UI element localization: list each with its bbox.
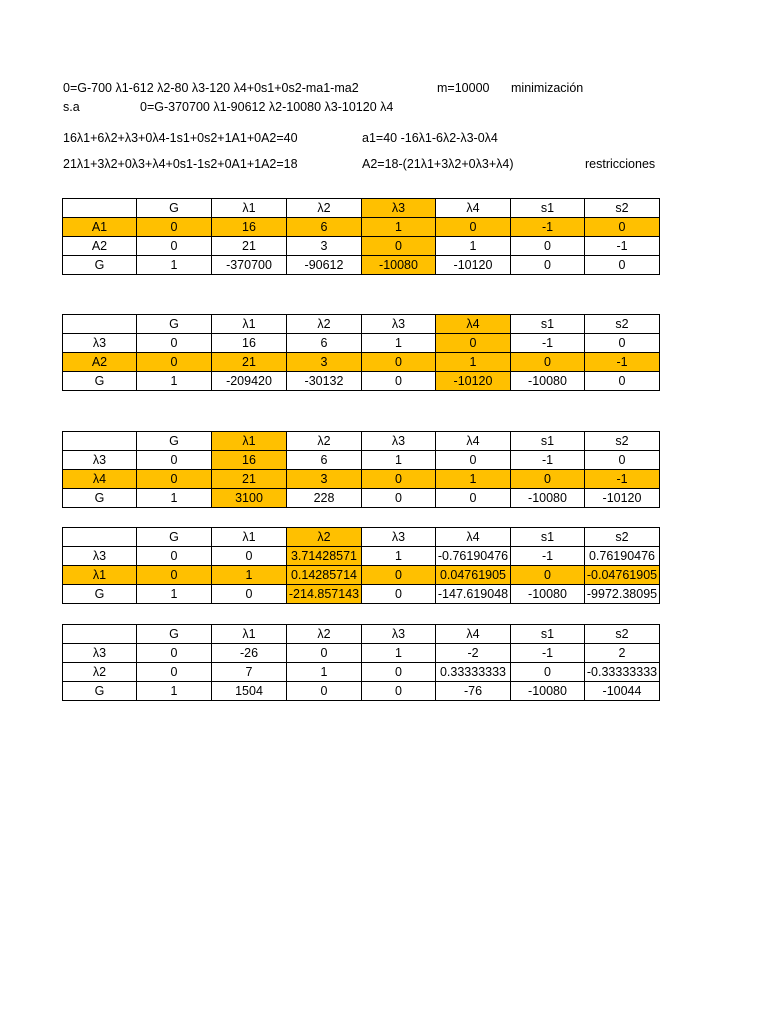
column-header: λ1 [212,432,287,451]
table-cell: 1 [137,372,212,391]
column-header: s1 [511,315,585,334]
table-cell: 21 [212,237,287,256]
table-cell: -1 [511,451,585,470]
column-header: λ3 [362,199,436,218]
table-cell: 1 [436,353,511,372]
table-cell: -30132 [287,372,362,391]
table-cell: 0 [212,547,287,566]
table-cell: -1 [511,218,585,237]
sa-equation: 0=G-370700 λ1-90612 λ2-10080 λ3-10120 λ4 [140,100,394,114]
table-cell: -10080 [362,256,436,275]
column-header: s2 [585,432,660,451]
column-header: s1 [511,199,585,218]
table-cell: 0 [585,451,660,470]
column-header: λ2 [287,432,362,451]
header-row [63,432,660,451]
table-cell: 0 [287,682,362,701]
table-cell: -209420 [212,372,287,391]
table-cell: 0 [137,353,212,372]
table-cell: -10120 [585,489,660,508]
table-cell: -214.857143 [287,585,362,604]
table-cell: 0.04761905 [436,566,511,585]
table-cell: 0 [362,682,436,701]
table-row [63,489,660,508]
column-header: s1 [511,528,585,547]
table-cell: 16 [212,451,287,470]
table-row [63,547,660,566]
table-row [63,256,660,275]
table-cell: -10044 [585,682,660,701]
column-header: s1 [511,432,585,451]
table-cell: -26 [212,644,287,663]
constraint-2: 21λ1+3λ2+0λ3+λ4+0s1-1s2+0A1+1A2=18 [63,157,298,171]
table-cell: -1 [511,334,585,353]
table-cell: -0.76190476 [436,547,511,566]
column-header: λ4 [436,315,511,334]
table-cell: 2 [585,644,660,663]
table-cell: -10080 [511,585,585,604]
table-cell: 0 [585,256,660,275]
table-cell: 1 [362,644,436,663]
column-header [63,528,137,547]
table-cell: 1 [287,663,362,682]
table-cell: 0 [137,547,212,566]
table-cell: 0 [362,353,436,372]
simplex-tableau-1 [62,198,660,275]
table-cell: 6 [287,334,362,353]
table-cell: 1 [362,547,436,566]
table-row [63,451,660,470]
table-cell: -1 [585,237,660,256]
row-label: A2 [63,353,137,372]
simplex-tableau-5 [62,624,660,701]
column-header: λ1 [212,625,287,644]
column-header: λ4 [436,199,511,218]
column-header: λ2 [287,528,362,547]
table-cell: 3100 [212,489,287,508]
column-header [63,625,137,644]
table-cell: 0.14285714 [287,566,362,585]
table-cell: -1 [585,353,660,372]
row-label: A1 [63,218,137,237]
column-header: G [137,625,212,644]
simplex-tableau-3 [62,431,660,508]
row-label: λ4 [63,470,137,489]
column-header: s2 [585,315,660,334]
table-cell: -10080 [511,682,585,701]
table-cell: 0 [436,489,511,508]
row-label: λ3 [63,451,137,470]
table-cell: 0 [436,334,511,353]
table-cell: -10120 [436,256,511,275]
objective-function: 0=G-700 λ1-612 λ2-80 λ3-120 λ4+0s1+0s2-ma1-ma2 [63,81,359,95]
header-row [63,199,660,218]
a1-equation: a1=40 -16λ1-6λ2-λ3-0λ4 [362,131,498,145]
table-cell: 0 [362,372,436,391]
column-header: s2 [585,625,660,644]
m-value: m=10000 [437,81,490,95]
table-cell: 0 [585,334,660,353]
column-header: G [137,315,212,334]
column-header [63,315,137,334]
table-cell: -0.04761905 [585,566,660,585]
table-cell: 0 [436,218,511,237]
column-header: λ3 [362,625,436,644]
column-header: s2 [585,528,660,547]
table-cell: 0 [362,489,436,508]
column-header: λ4 [436,528,511,547]
header-row [63,625,660,644]
table-cell: 0 [362,237,436,256]
table-cell: 0.76190476 [585,547,660,566]
table-cell: -0.33333333 [585,663,660,682]
table-row [63,470,660,489]
table-cell: 0 [362,585,436,604]
table-cell: 1 [436,470,511,489]
table-cell: 0 [511,663,585,682]
table-cell: 228 [287,489,362,508]
column-header: G [137,432,212,451]
table-cell: -10080 [511,372,585,391]
table-cell: 1 [137,256,212,275]
table-cell: 0 [511,470,585,489]
table-cell: -2 [436,644,511,663]
column-header: λ1 [212,528,287,547]
table-row [63,353,660,372]
table-cell: -10080 [511,489,585,508]
simplex-tableau-4 [62,527,660,604]
row-label: G [63,372,137,391]
table-cell: 0 [585,372,660,391]
table-cell: 0 [585,218,660,237]
table-cell: 0 [137,218,212,237]
column-header [63,432,137,451]
table-cell: -147.619048 [436,585,511,604]
table-cell: 6 [287,451,362,470]
table-cell: 16 [212,334,287,353]
column-header: s1 [511,625,585,644]
table-cell: 7 [212,663,287,682]
column-header: λ2 [287,315,362,334]
column-header: λ3 [362,315,436,334]
header-row [63,528,660,547]
table-cell: -1 [511,644,585,663]
table-cell: -1 [511,547,585,566]
table-row [63,682,660,701]
subject-to-label: s.a [63,100,80,114]
row-label: λ3 [63,644,137,663]
table-cell: 3 [287,470,362,489]
table-cell: 0 [137,566,212,585]
table-cell: 0 [137,237,212,256]
row-label: λ3 [63,547,137,566]
table-cell: 0 [137,451,212,470]
column-header: s2 [585,199,660,218]
table-cell: 0 [137,663,212,682]
table-cell: -1 [585,470,660,489]
table-cell: 3 [287,353,362,372]
column-header: λ4 [436,625,511,644]
table-cell: -90612 [287,256,362,275]
table-row [63,372,660,391]
table-cell: 0.33333333 [436,663,511,682]
row-label: G [63,682,137,701]
table-cell: 1 [137,489,212,508]
column-header: G [137,528,212,547]
table-row [63,585,660,604]
table-cell: 0 [362,566,436,585]
table-cell: 0 [137,470,212,489]
column-header: λ1 [212,315,287,334]
table-cell: 1 [362,451,436,470]
table-cell: 0 [511,566,585,585]
table-row [63,218,660,237]
table-cell: 1 [137,682,212,701]
table-cell: 1 [212,566,287,585]
row-label: G [63,489,137,508]
row-label: G [63,585,137,604]
restrictions-label: restricciones [585,157,656,171]
a2-equation: A2=18-(21λ1+3λ2+0λ3+λ4) [362,157,514,171]
column-header: G [137,199,212,218]
table-cell: -76 [436,682,511,701]
table-cell: 21 [212,470,287,489]
column-header: λ3 [362,432,436,451]
table-cell: 0 [511,256,585,275]
row-label: λ2 [63,663,137,682]
constraint-1: 16λ1+6λ2+λ3+0λ4-1s1+0s2+1A1+0A2=40 [63,131,298,145]
table-cell: 1504 [212,682,287,701]
table-cell: 0 [137,644,212,663]
table-row [63,566,660,585]
table-row [63,237,660,256]
row-label: A2 [63,237,137,256]
table-cell: 0 [137,334,212,353]
table-row [63,663,660,682]
column-header: λ1 [212,199,287,218]
table-cell: -370700 [212,256,287,275]
column-header: λ2 [287,625,362,644]
table-row [63,334,660,353]
table-cell: 0 [362,470,436,489]
column-header: λ4 [436,432,511,451]
table-cell: 0 [212,585,287,604]
table-cell: 16 [212,218,287,237]
column-header [63,199,137,218]
row-label: G [63,256,137,275]
table-cell: 1 [362,334,436,353]
table-cell: 0 [287,644,362,663]
table-cell: 6 [287,218,362,237]
table-cell: 3.71428571 [287,547,362,566]
minimization-label: minimización [511,81,584,95]
simplex-tableau-2 [62,314,660,391]
row-label: λ3 [63,334,137,353]
table-cell: 21 [212,353,287,372]
row-label: λ1 [63,566,137,585]
table-cell: -9972.38095 [585,585,660,604]
column-header: λ3 [362,528,436,547]
table-cell: 1 [362,218,436,237]
table-cell: 3 [287,237,362,256]
header-row [63,315,660,334]
column-header: λ2 [287,199,362,218]
table-cell: 0 [511,353,585,372]
table-row [63,644,660,663]
table-cell: 0 [362,663,436,682]
table-cell: 1 [137,585,212,604]
table-cell: 0 [511,237,585,256]
table-cell: 0 [436,451,511,470]
table-cell: 1 [436,237,511,256]
table-cell: -10120 [436,372,511,391]
